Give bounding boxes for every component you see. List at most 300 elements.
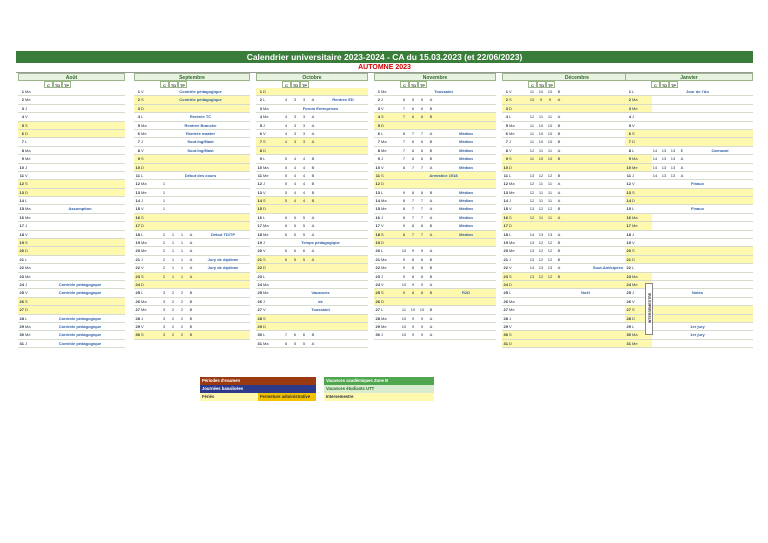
day-row xyxy=(256,113,368,121)
day-number: 5 xyxy=(137,122,140,128)
day-row xyxy=(18,340,125,348)
weekday: Ma xyxy=(263,164,269,170)
week-count: A xyxy=(680,156,684,162)
col-header-novembre-c: C xyxy=(400,81,409,88)
day-row xyxy=(256,264,368,272)
weekday: S xyxy=(632,248,635,254)
weekday: Ma xyxy=(25,323,31,329)
weekday: V xyxy=(632,298,635,304)
week-count: B xyxy=(311,156,315,162)
week-count: 10 xyxy=(547,156,553,162)
week-count: A xyxy=(311,139,315,145)
weekday: Ma xyxy=(141,298,147,304)
weekday: S xyxy=(632,130,635,136)
week-count: 5 xyxy=(302,256,306,262)
week-count: 10 xyxy=(410,307,416,313)
col-header-septembre-td: TD xyxy=(170,83,177,88)
day-row xyxy=(18,205,125,213)
day-event-label: Sout.Ing/Mast xyxy=(187,139,214,145)
week-count: 8 xyxy=(411,273,415,279)
weekday: D xyxy=(381,122,384,128)
weekday: Me xyxy=(25,214,31,220)
weekday: J xyxy=(632,290,634,296)
weekday: Me xyxy=(632,281,638,287)
day-number: 28 xyxy=(135,315,140,321)
week-count: 3 xyxy=(162,332,166,338)
day-event-label: Jury de diplôme xyxy=(207,256,239,262)
week-count: 3 xyxy=(162,290,166,296)
day-row xyxy=(256,105,368,113)
day-row xyxy=(374,172,496,180)
day-event-label: Médian xyxy=(459,206,473,212)
weekday: Me xyxy=(263,290,269,296)
week-count: 1 xyxy=(162,189,166,195)
week-count: 2 xyxy=(180,290,184,296)
day-number: 17 xyxy=(503,223,508,229)
week-count: 10 xyxy=(538,156,544,162)
day-number: 3 xyxy=(377,105,380,111)
week-count: 6 xyxy=(284,231,288,237)
week-count: 13 xyxy=(529,206,535,212)
week-count: 3 xyxy=(302,122,306,128)
week-count: A xyxy=(189,256,193,262)
week-count: 12 xyxy=(547,240,553,246)
day-row xyxy=(18,239,125,247)
day-event-label: Vacances xyxy=(311,290,330,296)
weekday: Me xyxy=(141,307,147,313)
day-event-label: Médian xyxy=(459,223,473,229)
day-number: 23 xyxy=(503,273,508,279)
week-count: 5 xyxy=(293,231,297,237)
week-count: 6 xyxy=(411,105,415,111)
day-number: 1 xyxy=(137,89,140,94)
weekday: Ma xyxy=(381,139,387,145)
weekday: S xyxy=(263,139,266,145)
week-count: 8 xyxy=(402,164,406,170)
weekday: D xyxy=(263,89,266,94)
week-count: 10 xyxy=(538,122,544,128)
day-event-label: Armistice 1918 xyxy=(429,172,458,178)
day-row xyxy=(18,256,125,264)
day-number: 9 xyxy=(505,156,508,162)
weekday: Me xyxy=(381,323,387,329)
week-count: B xyxy=(557,130,561,136)
day-row xyxy=(625,256,753,264)
day-number: 27 xyxy=(626,307,631,313)
day-event-label: Rentrée Branche xyxy=(184,122,217,128)
week-count: 10 xyxy=(547,122,553,128)
week-count: 3 xyxy=(293,139,297,145)
weekday: J xyxy=(632,114,634,120)
weekday: D xyxy=(509,340,512,346)
day-number: 27 xyxy=(135,307,140,313)
weekday: V xyxy=(632,122,635,128)
day-row xyxy=(374,306,496,314)
day-number: 15 xyxy=(375,206,380,212)
month-column-aout xyxy=(18,88,125,348)
week-count: 9 xyxy=(402,256,406,262)
day-row xyxy=(134,122,250,130)
weekday: V xyxy=(509,147,512,153)
day-row xyxy=(374,281,496,289)
day-number: 29 xyxy=(375,323,380,329)
weekday: S xyxy=(381,290,384,296)
day-number: 30 xyxy=(626,332,631,338)
week-count: 1 xyxy=(162,206,166,212)
week-count: 12 xyxy=(538,206,544,212)
weekday: V xyxy=(25,231,28,237)
day-row xyxy=(256,155,368,163)
weekday: D xyxy=(263,206,266,212)
day-event-label: Médian xyxy=(459,164,473,170)
week-count: 6 xyxy=(302,332,306,338)
week-count: 4 xyxy=(302,189,306,195)
weekday: S xyxy=(263,256,266,262)
weekday: L xyxy=(632,147,635,153)
week-count: 13 xyxy=(661,147,667,153)
weekday: Me xyxy=(25,273,31,279)
day-number: 6 xyxy=(259,130,262,136)
week-count: 5 xyxy=(293,223,297,229)
day-row xyxy=(18,222,125,230)
weekday: Me xyxy=(381,206,387,212)
day-row xyxy=(18,155,125,163)
day-number: 28 xyxy=(626,315,631,321)
week-count: 9 xyxy=(411,323,415,329)
day-row xyxy=(256,88,368,96)
week-count: 6 xyxy=(420,139,424,145)
week-count: 5 xyxy=(302,231,306,237)
weekday: V xyxy=(263,248,266,254)
day-row xyxy=(256,164,368,172)
week-count: 11 xyxy=(538,198,544,204)
weekday: Ma xyxy=(509,181,515,187)
weekday: L xyxy=(632,323,635,329)
day-event-label: Contrôle pédagogique xyxy=(58,332,102,338)
week-count: 14 xyxy=(652,156,658,162)
week-count: B xyxy=(557,172,561,178)
day-number: 27 xyxy=(257,307,262,313)
week-count: B xyxy=(557,240,561,246)
day-number: 10 xyxy=(19,164,24,170)
weekday: L xyxy=(141,114,144,120)
day-row xyxy=(256,231,368,239)
week-count: 6 xyxy=(284,340,288,346)
week-count: A xyxy=(311,256,315,262)
weekday: J xyxy=(509,139,511,145)
week-count: 7 xyxy=(411,164,415,170)
day-number: 21 xyxy=(503,256,508,262)
day-number: 11 xyxy=(19,172,24,178)
weekday: Ma xyxy=(632,214,638,220)
week-count: 3 xyxy=(162,307,166,313)
day-number: 20 xyxy=(626,248,631,254)
weekday: J xyxy=(263,122,265,128)
day-number: 2 xyxy=(377,97,380,103)
day-number: 25 xyxy=(135,290,140,296)
day-row xyxy=(18,147,125,155)
week-count: 9 xyxy=(420,323,424,329)
week-count: E xyxy=(680,147,684,153)
weekday: Me xyxy=(509,189,515,195)
week-count: 9 xyxy=(402,273,406,279)
legend-fermeture: Fermeture administrative xyxy=(258,393,316,401)
week-count: A xyxy=(189,240,193,246)
day-row xyxy=(18,306,125,314)
week-count: 2 xyxy=(171,315,175,321)
weekday: V xyxy=(632,181,635,187)
day-number: 18 xyxy=(503,231,508,237)
weekday: Me xyxy=(509,248,515,254)
day-row xyxy=(134,281,250,289)
day-event-label: Contrôle pédagogique xyxy=(58,290,102,296)
col-header-decembre-td: TD xyxy=(538,83,545,88)
day-event-label: Finaux xyxy=(691,181,704,187)
season-title: AUTOMNE 2023 xyxy=(16,63,753,73)
week-count: 8 xyxy=(402,231,406,237)
week-count: 4 xyxy=(293,189,297,195)
week-count: 11 xyxy=(401,307,407,313)
day-number: 1 xyxy=(505,89,508,94)
week-count: 8 xyxy=(402,198,406,204)
day-row xyxy=(374,239,496,247)
day-row xyxy=(18,122,125,130)
day-event-label: Contrôle pédagogique xyxy=(58,281,102,287)
day-number: 7 xyxy=(21,139,24,145)
day-row xyxy=(625,155,753,163)
week-count: 4 xyxy=(284,139,288,145)
day-event-label: Rentrée master xyxy=(185,130,216,136)
week-count: B xyxy=(429,139,433,145)
weekday: D xyxy=(381,181,384,187)
weekday: V xyxy=(141,323,144,329)
day-number: 12 xyxy=(257,181,262,187)
week-count: 2 xyxy=(162,256,166,262)
week-count: 3 xyxy=(162,298,166,304)
week-count: B xyxy=(557,122,561,128)
day-row xyxy=(374,331,496,339)
day-row xyxy=(625,88,753,96)
page-title: Calendrier universitaire 2023-2024 - CA du 15.03.2023 (et 22/06/2023) xyxy=(16,51,753,63)
weekday: Ma xyxy=(381,256,387,262)
day-row xyxy=(134,315,250,323)
weekday: L xyxy=(25,315,28,321)
week-count: A xyxy=(189,273,193,279)
day-number: 15 xyxy=(135,206,140,212)
week-count: 2 xyxy=(171,298,175,304)
weekday: S xyxy=(509,214,512,220)
day-number: 23 xyxy=(257,273,262,279)
day-number: 9 xyxy=(21,156,24,162)
col-header-novembre-td: TD xyxy=(410,83,417,88)
day-event-label: Jour de l'An xyxy=(686,89,709,94)
month-column-novembre xyxy=(374,88,496,340)
day-row xyxy=(18,88,125,96)
week-count: 5 xyxy=(293,214,297,220)
weekday: V xyxy=(381,223,384,229)
day-row xyxy=(625,113,753,121)
day-number: 24 xyxy=(375,281,380,287)
day-row xyxy=(18,164,125,172)
week-count: 10 xyxy=(547,89,553,94)
day-row xyxy=(256,197,368,205)
day-number: 17 xyxy=(135,223,140,229)
week-count: 11 xyxy=(529,122,535,128)
day-event-label: Finaux xyxy=(691,206,704,212)
weekday: L xyxy=(25,139,28,145)
week-count: 3 xyxy=(293,122,297,128)
day-row xyxy=(625,96,753,104)
weekday: S xyxy=(381,114,384,120)
week-count: B xyxy=(429,265,433,271)
week-count: B xyxy=(429,105,433,111)
week-count: 11 xyxy=(529,156,535,162)
day-row xyxy=(374,247,496,255)
week-count: 12 xyxy=(538,256,544,262)
day-number: 24 xyxy=(19,281,24,287)
day-row xyxy=(134,239,250,247)
week-count: 7 xyxy=(284,332,288,338)
day-row xyxy=(625,247,753,255)
day-row xyxy=(18,113,125,121)
day-number: 31 xyxy=(503,340,508,346)
week-count: B xyxy=(429,307,433,313)
day-number: 22 xyxy=(135,265,140,271)
week-count: 9 xyxy=(402,223,406,229)
day-number: 5 xyxy=(505,122,508,128)
week-count: 13 xyxy=(538,231,544,237)
day-number: 8 xyxy=(259,147,262,153)
day-number: 5 xyxy=(259,122,262,128)
day-number: 31 xyxy=(626,340,631,346)
month-header-janvier: Janvier xyxy=(625,73,753,81)
day-number: 26 xyxy=(375,298,380,304)
weekday: D xyxy=(509,105,512,111)
day-event-label: Médian xyxy=(459,198,473,204)
weekday: D xyxy=(263,323,266,329)
week-count: 2 xyxy=(180,315,184,321)
week-count: 5 xyxy=(284,164,288,170)
week-count: 7 xyxy=(402,147,406,153)
weekday: J xyxy=(141,315,143,321)
week-count: 8 xyxy=(411,290,415,296)
day-number: 26 xyxy=(257,298,262,304)
week-count: A xyxy=(311,223,315,229)
week-count: 4 xyxy=(302,181,306,187)
day-number: 7 xyxy=(377,139,380,145)
day-number: 24 xyxy=(626,281,631,287)
week-count: 14 xyxy=(529,265,535,271)
weekday: J xyxy=(632,172,634,178)
day-number: 8 xyxy=(505,147,508,153)
day-event-label: de xyxy=(318,298,323,304)
weekday: Ma xyxy=(141,122,147,128)
day-event-label: Médian xyxy=(459,139,473,145)
week-count: 12 xyxy=(538,273,544,279)
weekday: Me xyxy=(632,223,638,229)
day-number: 17 xyxy=(626,223,631,229)
day-row xyxy=(134,197,250,205)
col-header-octobre-tp: TP xyxy=(301,83,308,88)
weekday: D xyxy=(381,298,384,304)
weekday: Me xyxy=(263,231,269,237)
week-count: A xyxy=(189,231,193,237)
weekday: D xyxy=(381,240,384,246)
week-count: A xyxy=(189,265,193,271)
day-number: 21 xyxy=(257,256,262,262)
week-count: 10 xyxy=(401,281,407,287)
day-number: 12 xyxy=(375,181,380,187)
week-count: 11 xyxy=(547,114,553,120)
week-count: A xyxy=(429,206,433,212)
week-count: 11 xyxy=(529,139,535,145)
day-row xyxy=(134,164,250,172)
day-row xyxy=(374,222,496,230)
weekday: V xyxy=(381,164,384,170)
weekday: L xyxy=(25,256,28,262)
weekday: Ma xyxy=(25,265,31,271)
day-row xyxy=(256,96,368,104)
weekday: Me xyxy=(381,265,387,271)
day-row xyxy=(134,113,250,121)
day-event-label: Contrôle pédagogique xyxy=(179,89,222,94)
day-number: 8 xyxy=(377,147,380,153)
week-count: 9 xyxy=(411,315,415,321)
day-number: 19 xyxy=(375,240,380,246)
weekday: Ma xyxy=(509,122,515,128)
week-count: A xyxy=(429,164,433,170)
col-header-octobre-td: TD xyxy=(292,83,299,88)
weekday: Ma xyxy=(141,240,147,246)
week-count: 2 xyxy=(171,332,175,338)
weekday: D xyxy=(263,265,266,271)
day-number: 16 xyxy=(626,214,631,220)
weekday: J xyxy=(25,164,27,170)
day-row xyxy=(134,231,250,239)
day-row xyxy=(134,138,250,146)
week-count: 2 xyxy=(162,265,166,271)
week-count: 5 xyxy=(302,214,306,220)
week-count: 6 xyxy=(284,223,288,229)
day-number: 23 xyxy=(135,273,140,279)
weekday: S xyxy=(25,240,28,246)
legend-inter: Intersemestre xyxy=(324,393,434,401)
day-row xyxy=(374,113,496,121)
week-count: A xyxy=(680,164,684,170)
week-count: 6 xyxy=(411,114,415,120)
weekday: Ma xyxy=(632,97,638,103)
day-event-label: Début TD/TP xyxy=(211,231,235,237)
day-number: 29 xyxy=(257,323,262,329)
legend-vac-etud: Vacances étudiants UTT xyxy=(324,385,434,393)
week-count: 4 xyxy=(293,181,297,187)
week-count: A xyxy=(311,97,315,103)
intersemestre-band xyxy=(645,283,653,335)
week-count: 14 xyxy=(652,164,658,170)
week-count: 1 xyxy=(171,273,175,279)
month-column-octobre xyxy=(256,88,368,348)
week-count: 12 xyxy=(538,248,544,254)
week-count: 2 xyxy=(180,323,184,329)
day-row xyxy=(625,189,753,197)
weekday: Me xyxy=(632,105,638,111)
week-count: 9 xyxy=(420,248,424,254)
day-number: 22 xyxy=(19,265,24,271)
week-count: 11 xyxy=(547,198,553,204)
week-count: 6 xyxy=(402,97,406,103)
week-count: 2 xyxy=(162,231,166,237)
week-count: A xyxy=(311,114,315,120)
